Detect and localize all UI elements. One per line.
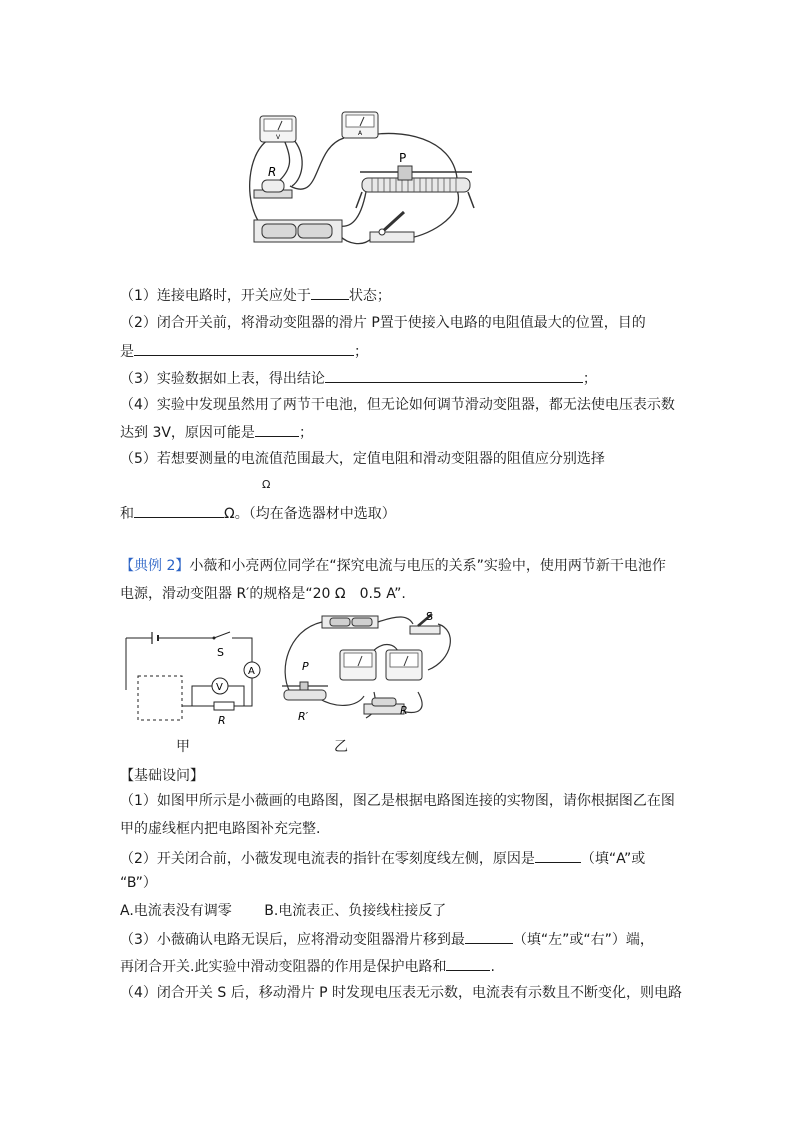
question-1-part-2-line-2: 是 ；: [120, 340, 368, 362]
answer-blank[interactable]: [255, 421, 299, 437]
question-1-part-2-line-1: （2）闭合开关前，将滑动变阻器的滑片 P置于使接入电路的电阻值最大的位置，目的: [120, 315, 646, 331]
slider-label-P: P: [399, 151, 407, 165]
basics-q2-line-2: “B”）: [120, 875, 157, 891]
basics-q2-options: A.电流表没有调零 B.电流表正、负接线柱接反了: [120, 903, 447, 919]
figure-jia-caption: 甲: [176, 739, 190, 755]
voltmeter-label: V: [276, 134, 281, 141]
basics-q1-line-2: 甲的虚线框内把电路图补充完整.: [120, 821, 321, 837]
question-1-part-1: （1）连接电路时，开关应处于 状态；: [120, 284, 391, 306]
example-2-tag: 【典例 2】: [120, 558, 190, 574]
basics-q4-line-1: （4）闭合开关 S 后，移动滑片 P 时发现电压表无示数，电流表有示数且不断变化，则电路: [120, 985, 683, 1001]
jia-resistor-label: R: [218, 714, 226, 727]
answer-blank[interactable]: [446, 955, 490, 971]
omega-unit: Ω: [262, 478, 271, 491]
question-1-part-4-line-1: （4）实验中发现虽然用了两节干电池，但无论如何调节滑动变阻器，都无法使电压表示数: [120, 397, 675, 413]
knife-switch: [370, 212, 414, 242]
ammeter: [342, 112, 378, 138]
answer-blank[interactable]: [134, 502, 224, 518]
example-2-line-2: 电源，滑动变阻器 R′的规格是“20 Ω 0.5 A”.: [120, 586, 406, 602]
question-1-part-5-line-1: （5）若想要测量的电流值范围最大，定值电阻和滑动变阻器的阻值应分别选择: [120, 451, 605, 467]
basics-title: 【基础设问】: [120, 768, 204, 784]
answer-blank[interactable]: [465, 928, 513, 944]
resistor-label-R: R: [268, 165, 277, 179]
question-1-part-4-line-2: 达到 3V，原因可能是 ；: [120, 421, 313, 443]
answer-blank[interactable]: [311, 284, 349, 300]
basics-q1-line-1: （1）如图甲所示是小薇画的电路图，图乙是根据电路图连接的实物图，请你根据图乙在图: [120, 793, 675, 809]
figure-jia-circuit-diagram: [122, 628, 268, 728]
example-2-line-1: 【典例 2】小薇和小亮两位同学在“探究电流与电压的关系”实验中，使用两节新干电池作: [120, 558, 666, 574]
basics-q3-line-2: 再闭合开关.此实验中滑动变阻器的作用是保护电路和 .: [120, 955, 495, 977]
battery-holder: [254, 220, 342, 242]
figure-1-physical-circuit: [232, 108, 482, 256]
yi-rheostat-label: R′: [298, 710, 309, 723]
answer-blank[interactable]: [535, 847, 581, 863]
jia-ammeter-label: A: [248, 666, 255, 677]
yi-slider-label: P: [302, 660, 309, 673]
jia-switch-label: S: [217, 646, 224, 659]
jia-voltmeter-label: V: [216, 682, 223, 693]
ammeter-label: A: [358, 130, 363, 137]
figure-yi-caption: 乙: [334, 739, 348, 755]
fixed-resistor: [254, 165, 292, 198]
yi-switch-label: S: [426, 610, 433, 623]
answer-blank[interactable]: [325, 367, 583, 383]
basics-q2-line-1: （2）开关闭合前，小薇发现电流表的指针在零刻度线左侧，原因是 （填“A”或: [120, 847, 645, 869]
voltmeter: [260, 116, 296, 142]
question-1-part-3: （3）实验数据如上表，得出结论 ；: [120, 367, 597, 389]
yi-resistor-label: R: [400, 704, 408, 717]
answer-blank[interactable]: [134, 340, 354, 356]
rheostat: [356, 151, 474, 208]
basics-q3-line-1: （3）小薇确认电路无误后，应将滑动变阻器滑片移到最 （填“左”或“右”）端，: [120, 928, 654, 950]
figure-yi-physical-circuit: [278, 610, 464, 728]
question-1-part-5-line-2: 和 Ω。（均在备选器材中选取）: [120, 502, 396, 524]
